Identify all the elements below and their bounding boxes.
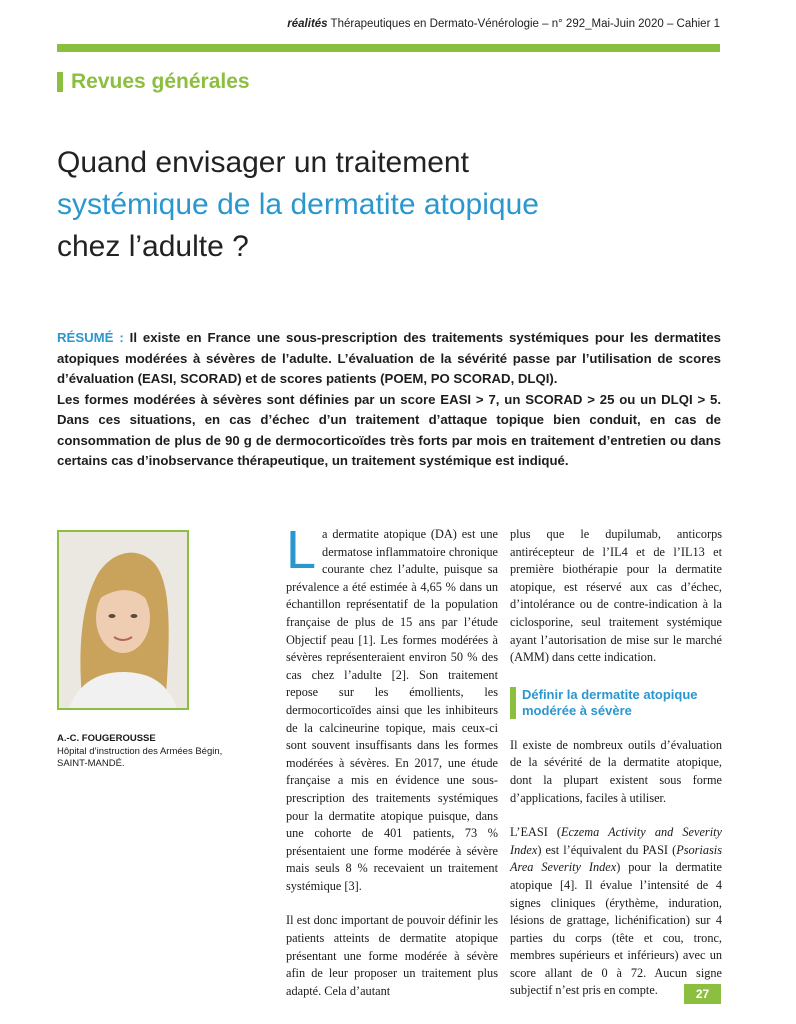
abstract-text-1: Il existe en France une sous-prescription des traitements systémiques pour les dermatites atopiques modérées à sévères de l’adulte. L’évaluation de la sévérité passe par l’utilisation de scores d’évaluation (EASI, SCORAD) et de scores patients (POEM, PO SCORAD, DLQI). [57,330,721,386]
author-portrait-graphic [59,532,187,708]
subheading-text: Définir la dermatite atopique modérée à sévère [522,686,698,718]
header-rule [57,44,720,52]
italic-term: Psoriasis Area Severity Index [510,842,722,875]
abstract-paragraph-2: Les formes modérées à sévères sont définies par un score EASI > 7, un SCORAD > 25 ou un DLQI > 5. Dans ces situations, en cas d’échec d’un traitement d’attaque topique bien conduit, en cas de consommation de plus de 90 g de dermocorticoïdes très forts par mois en traitement d’entretien ou dans certains cas d’inobservance thérapeutique, un traitement systémique est indiqué. [57,391,721,468]
body-paragraph: plus que le dupilumab, anticorps antirécepteur de l’IL4 et de l’IL13 et première biothérapie pour la dermatite atopique, est réservé aux cas d’échec, d’intolérance ou de contre-indication à la ciclosporine, seul traitement systémique ayant l’autorisation de mise sur le marché (AMM) dans cette indication. [510,527,722,665]
author-photo [57,530,189,710]
abstract-keyword: RÉSUMÉ : [57,330,124,345]
title-line-1: Quand envisager un traitement [57,146,469,179]
section-tag [57,70,250,94]
article-title [57,142,539,268]
abstract [57,328,721,472]
drop-cap: L [286,520,317,580]
italic-term: Eczema Activity and Severity Index [510,825,722,857]
author-affiliation [57,746,227,770]
title-line-3: chez l’adulte ? [57,230,249,263]
affiliation-line-1: Hôpital d’instruction des Armées Bégin, [57,746,223,757]
body-paragraph [510,824,722,1000]
section-label: Revues générales [71,70,250,93]
body-column-1 [286,520,498,1000]
abstract-paragraph-1 [57,328,721,390]
text-run: ) pour la dermatite atopique [4]. Il évalue l’intensité de 4 signes cliniques (érythème, induration, lésions de grattage, lichénification) sur 4 parties du corps (tête et cou, tronc, membres supérieurs et inférieurs) avec un score allant de 0 à 72. Aucun signe subjectif n’est pris en compte. [510,860,722,998]
running-title: Thérapeutiques en Dermato-Vénérologie – n° 292_Mai-Juin 2020 – Cahier 1 [327,18,720,30]
body-paragraph: Il est donc important de pouvoir définir les patients atteints de dermatite atopique présentant une forme modérée à sévère afin de leur proposer un traitement plus adapté. Cela d’autant [286,913,498,998]
page-number: 27 [684,984,721,1004]
text-run: L’EASI ( [510,825,562,840]
subheading-bar [510,687,516,719]
body-paragraph: Il existe de nombreux outils d’évaluation de la sévérité de la dermatite atopique, dont la plupart existent sous forme d’applications, faciles à utiliser. [510,737,722,805]
body-paragraph: a dermatite atopique (DA) est une dermatose inflammatoire chronique courante chez l’adulte, puisque sa prévalence a été estimée à 4,65 % dans un échantillon représentatif de la population française de plus de 15 ans par l’étude Objectif peau [1]. Les formes modérées à sévères représenteraient environ 50 % des cas chez l’adulte [2]. Son traitement repose sur les émollients, les dermocorticoïdes ainsi que les inhibiteurs de la calcineurine topique, mais ceux-ci sont souvent insuffisants dans les formes modérées à sévères. En 2017, une étude française a mis en évidence une sous-prescription des traitements systémiques pour la dermatite atopique puisque, dans une cohorte de 401 patients, 73 % présentaient une forme modérée à sévère mais seuls 8 % recevaient un traitement systémique [3]. [286,527,498,893]
body-column-2 [510,526,722,1000]
author-name: A.-C. FOUGEROUSSE [57,733,156,744]
journal-brand: réalités [287,18,328,30]
running-header [287,18,720,30]
affiliation-line-2: SAINT-MANDÉ. [57,758,125,769]
text-run: ) est l’équivalent du PASI ( [537,842,677,857]
title-line-2: systémique de la dermatite atopique [57,188,539,221]
section-bar [57,72,63,92]
subheading [510,687,722,719]
